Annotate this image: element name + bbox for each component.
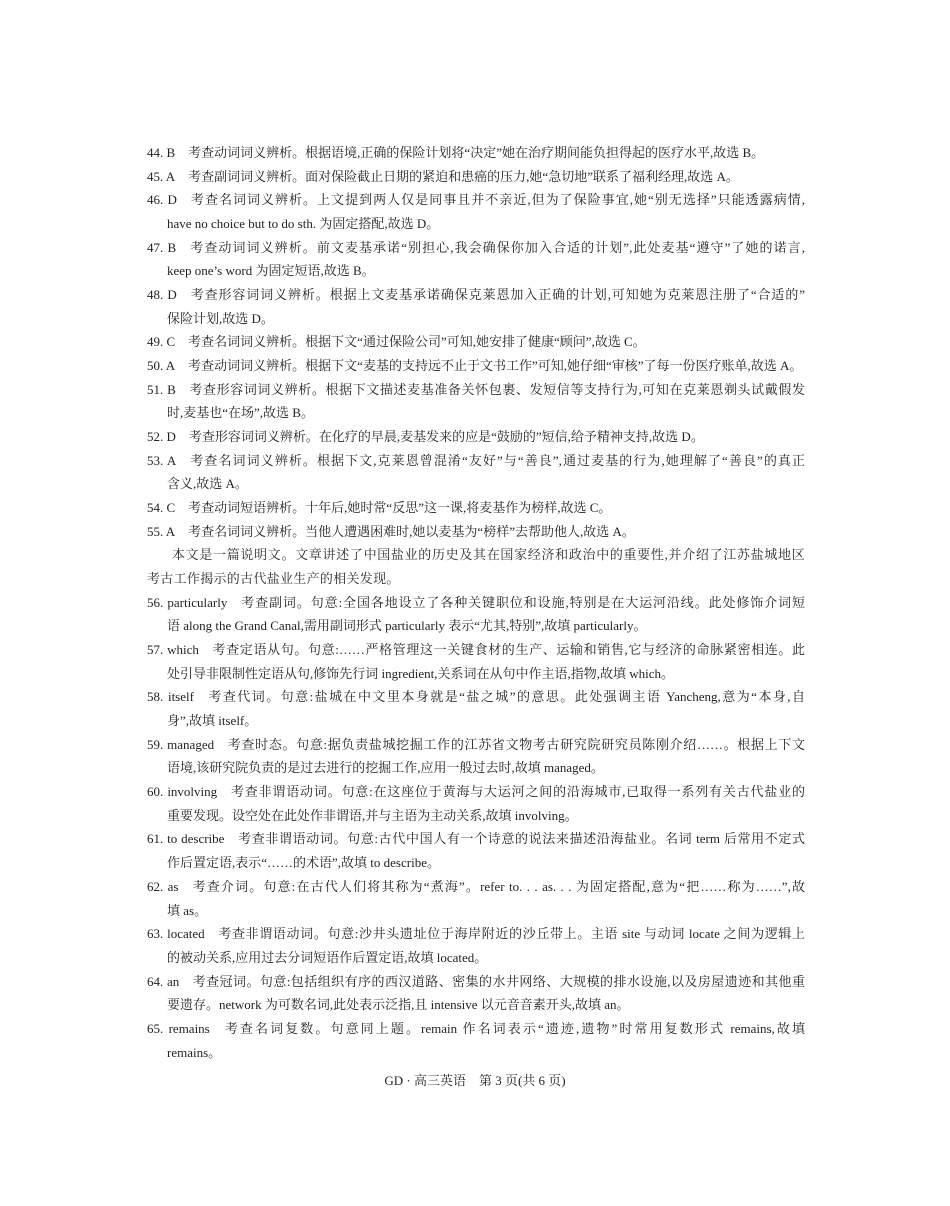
answer-label: 62. as (147, 878, 179, 894)
page-footer: GD · 高三英语 第 3 页(共 6 页) (384, 1073, 566, 1088)
answer-explanation-text: 考查动词词义辨析。根据语境,正确的保险计划将“决定”她在治疗期间能负担得起的医疗水平,故选 B。 (188, 145, 765, 160)
answer-first-line (147, 638, 805, 662)
answer-explanation-text: 考查非谓语动词。句意:古代中国人有一个诗意的说法来描述沿海盐业。名词 term 后常用不定式 (237, 831, 806, 847)
answer-first-line (147, 780, 805, 804)
answer-label: 50. A (147, 358, 176, 374)
answer-explanation-text: 考查名词词义辨析。根据下文,克莱恩曾混淆“友好”与“善良”,通过麦基的行为,她理解了“善良”的真正 (189, 452, 806, 468)
answer-explanation-text: 考查动词词义辨析。前文麦基承诺“别担心,我会确保你加入合适的计划”,此处麦基“遵守”了她的诺言, (189, 239, 805, 255)
answer-list-part-2 (147, 591, 805, 1064)
answer-continuation-line (167, 307, 805, 331)
answer-item (147, 875, 805, 922)
answer-explanation-text: 考查时态。句意:据负责盐城挖掘工作的江苏省文物考古研究院研究员陈刚介绍……。根据上下文 (227, 736, 806, 752)
answer-item (147, 378, 805, 425)
answer-label: 45. A (147, 168, 176, 184)
answer-label: 47. B (147, 239, 177, 255)
answer-continuation-line (167, 709, 805, 733)
answer-first-line (147, 236, 805, 260)
answer-first-line (147, 685, 805, 709)
answer-label: 51. B (147, 381, 176, 397)
answer-item (147, 354, 805, 378)
answer-first-line (147, 496, 805, 520)
answer-explanation-text: 处引导非限制性定语从句,修饰先行词 ingredient,关系词在从句中作主语,指物,故填 which。 (167, 665, 674, 681)
answer-explanation-text: 考查名词词义辨析。根据下文“通过保险公司”可知,她安排了健康“顾问”,故选 C。 (188, 334, 646, 350)
answer-explanation-text: 考查介词。句意:在古代人们将其称为“煮海”。refer to. . . as. . . 为固定搭配,意为“把……称为……”,故 (191, 878, 805, 894)
answer-label: 53. A (147, 452, 177, 468)
answer-explanation-text: 考查定语从句。句意:……严格管理这一关键食材的生产、运输和销售,它与经济的命脉紧密相连。此 (211, 642, 805, 658)
answer-label: 63. located (147, 926, 205, 942)
answer-explanation-text: 考查动词词义辨析。根据下文“麦基的支持远不止于文书工作”可知,她仔细“审核”了每一份医疗账单,故选 A。 (188, 358, 803, 374)
answer-explanation-text: 考查形容词词义辨析。根据下文描述麦基准备关怀包裹、发短信等支持行为,可知在克莱恩剃头试戴假发 (188, 381, 805, 397)
answer-first-line (147, 827, 805, 851)
answer-label: 54. C (147, 500, 176, 516)
answer-continuation-line (167, 259, 805, 283)
answer-item (147, 236, 805, 283)
answer-first-line (147, 449, 805, 473)
answer-explanation-text: 语 along the Grand Canal,需用副词形式 particularly 表示“尤其,特别”,故填 particularly。 (167, 618, 647, 634)
answer-explanation-text: 含义,故选 A。 (167, 476, 248, 492)
answer-explanation-text: 保险计划,故选 D。 (167, 310, 274, 326)
answer-label: 61. to describe (147, 831, 225, 847)
answer-item (147, 141, 805, 165)
answer-first-line (147, 354, 805, 378)
answer-first-line (147, 922, 805, 946)
answer-continuation-line (167, 662, 805, 686)
answer-continuation-line (167, 212, 805, 236)
answer-continuation-line (167, 851, 805, 875)
answer-explanation-text: 要遗存。network 为可数名词,此处表示泛指,且 intensive 以元音音素开头,故填 an。 (167, 997, 630, 1013)
passage-summary (147, 543, 805, 590)
answer-continuation-line (167, 614, 805, 638)
answer-label: 56. particularly (147, 594, 228, 610)
answer-item (147, 165, 805, 189)
answer-explanation-text: 考查副词。句意:全国各地设立了各种关键职位和设施,特别是在大运河沿线。此处修饰介词短 (240, 594, 805, 610)
answer-explanation-text: 考查形容词词义辨析。根据上文麦基承诺确保克莱恩加入正确的计划,可知她为克莱恩注册了“合适的” (189, 287, 805, 303)
answer-explanation-text: 重要发现。设空处在此处作非谓语,并与主语为主动关系,故填 involving。 (167, 807, 578, 823)
answer-explanation-text: 考查形容词词义辨析。在化疗的早晨,麦基发来的应是“鼓励的”短信,给予精神支持,故选 D。 (188, 429, 704, 445)
answer-explanation-text: 考查非谓语动词。句意:在这座位于黄海与大运河之间的沿海城市,已取得一系列有关古代盐业的 (230, 784, 805, 800)
answer-item (147, 685, 805, 732)
answer-explanation-text: have no choice but to do sth. 为固定搭配,故选 D。 (167, 216, 440, 232)
answer-key-column (147, 141, 805, 1064)
answer-label: 55. A (147, 523, 176, 539)
answer-continuation-line (167, 993, 805, 1017)
answer-label: 48. D (147, 287, 177, 303)
answer-first-line (147, 425, 805, 449)
answer-label: 64. an (147, 973, 180, 989)
answer-item (147, 425, 805, 449)
answer-explanation-text: keep one’s word 为固定短语,故选 B。 (167, 263, 375, 279)
answer-explanation-text: remains。 (167, 1044, 222, 1060)
answer-item (147, 1017, 805, 1064)
answer-explanation-text: 填 as。 (167, 902, 208, 918)
answer-item (147, 591, 805, 638)
answer-continuation-line (167, 899, 805, 923)
answer-first-line (147, 520, 805, 544)
answer-first-line (147, 378, 805, 402)
answer-continuation-line (167, 946, 805, 970)
passage-summary-line: 本文是一篇说明文。文章讲述了中国盐业的历史及其在国家经济和政治中的重要性,并介绍了江苏盐城地区 (172, 547, 805, 563)
answer-first-line (147, 591, 805, 615)
answer-label: 44. B (147, 145, 176, 160)
answer-explanation-text: 考查代词。句意:盐城在中文里本身就是“盐之城”的意思。此处强调主语 Yancheng,意为“本身,自 (206, 689, 805, 705)
answer-first-line (147, 875, 805, 899)
passage-summary-line: 考古工作揭示的古代盐业生产的相关发现。 (147, 571, 400, 587)
answer-item (147, 733, 805, 780)
answer-label: 59. managed (147, 736, 215, 752)
answer-explanation-text: 时,麦基也“在场”,故选 B。 (167, 405, 314, 421)
answer-list-part-1 (147, 141, 805, 543)
answer-first-line (147, 141, 805, 165)
answer-explanation-text: 考查冠词。句意:包括组织有序的西汉道路、密集的水井网络、大规模的排水设施,以及房屋遗迹和其他重 (192, 973, 805, 989)
answer-explanation-text: 考查副词词义辨析。面对保险截止日期的紧迫和患癌的压力,她“急切地”联系了福利经理,故选 A。 (188, 168, 739, 184)
answer-continuation-line (167, 804, 805, 828)
answer-explanation-text: 作后置定语,表示“……的术语”,故填 to describe。 (167, 855, 440, 871)
answer-explanation-text: 身”,故填 itself。 (167, 713, 258, 729)
answer-explanation-text: 语境,该研究院负责的是过去进行的挖掘工作,应用一般过去时,故填 managed。 (167, 760, 604, 776)
answer-first-line (147, 188, 805, 212)
answer-item (147, 283, 805, 330)
answer-item (147, 827, 805, 874)
answer-label: 58. itself (147, 689, 194, 705)
answer-item (147, 780, 805, 827)
answer-item (147, 638, 805, 685)
answer-continuation-line (167, 401, 805, 425)
answer-item (147, 330, 805, 354)
answer-first-line (147, 165, 805, 189)
answer-explanation-text: 的被动关系,应用过去分词短语作后置定语,故填 located。 (167, 949, 488, 965)
answer-label: 60. involving (147, 784, 218, 800)
answer-explanation-text: 考查非谓语动词。句意:沙井头遗址位于海岸附近的沙丘带上。主语 site 与动词 locate 之间为逻辑上 (217, 926, 805, 942)
answer-item (147, 188, 805, 235)
answer-explanation-text: 考查名词词义辨析。上文提到两人仅是同事且并不亲近,但为了保险事宜,她“别无选择”只能透露病情, (189, 192, 805, 208)
answer-label: 57. which (147, 642, 199, 658)
answer-explanation-text: 考查名词复数。句意同上题。remain 作名词表示“遗迹,遗物”时常用复数形式 remains,故填 (222, 1020, 805, 1036)
answer-first-line (147, 970, 805, 994)
answer-first-line (147, 283, 805, 307)
answer-item (147, 496, 805, 520)
answer-explanation-text: 考查名词词义辨析。当他人遭遇困难时,她以麦基为“榜样”去帮助他人,故选 A。 (188, 523, 635, 539)
answer-first-line (147, 733, 805, 757)
answer-first-line (147, 1017, 805, 1041)
answer-continuation-line (167, 756, 805, 780)
answer-item (147, 520, 805, 544)
answer-label: 49. C (147, 334, 176, 350)
answer-continuation-line (167, 1041, 805, 1065)
answer-label: 65. remains (147, 1020, 210, 1036)
answer-item (147, 970, 805, 1017)
answer-label: 46. D (147, 192, 177, 208)
answer-label: 52. D (147, 429, 176, 445)
answer-item (147, 922, 805, 969)
answer-explanation-text: 考查动词短语辨析。十年后,她时常“反思”这一课,将麦基作为榜样,故选 C。 (188, 500, 612, 516)
answer-item (147, 449, 805, 496)
answer-continuation-line (167, 472, 805, 496)
answer-first-line (147, 330, 805, 354)
